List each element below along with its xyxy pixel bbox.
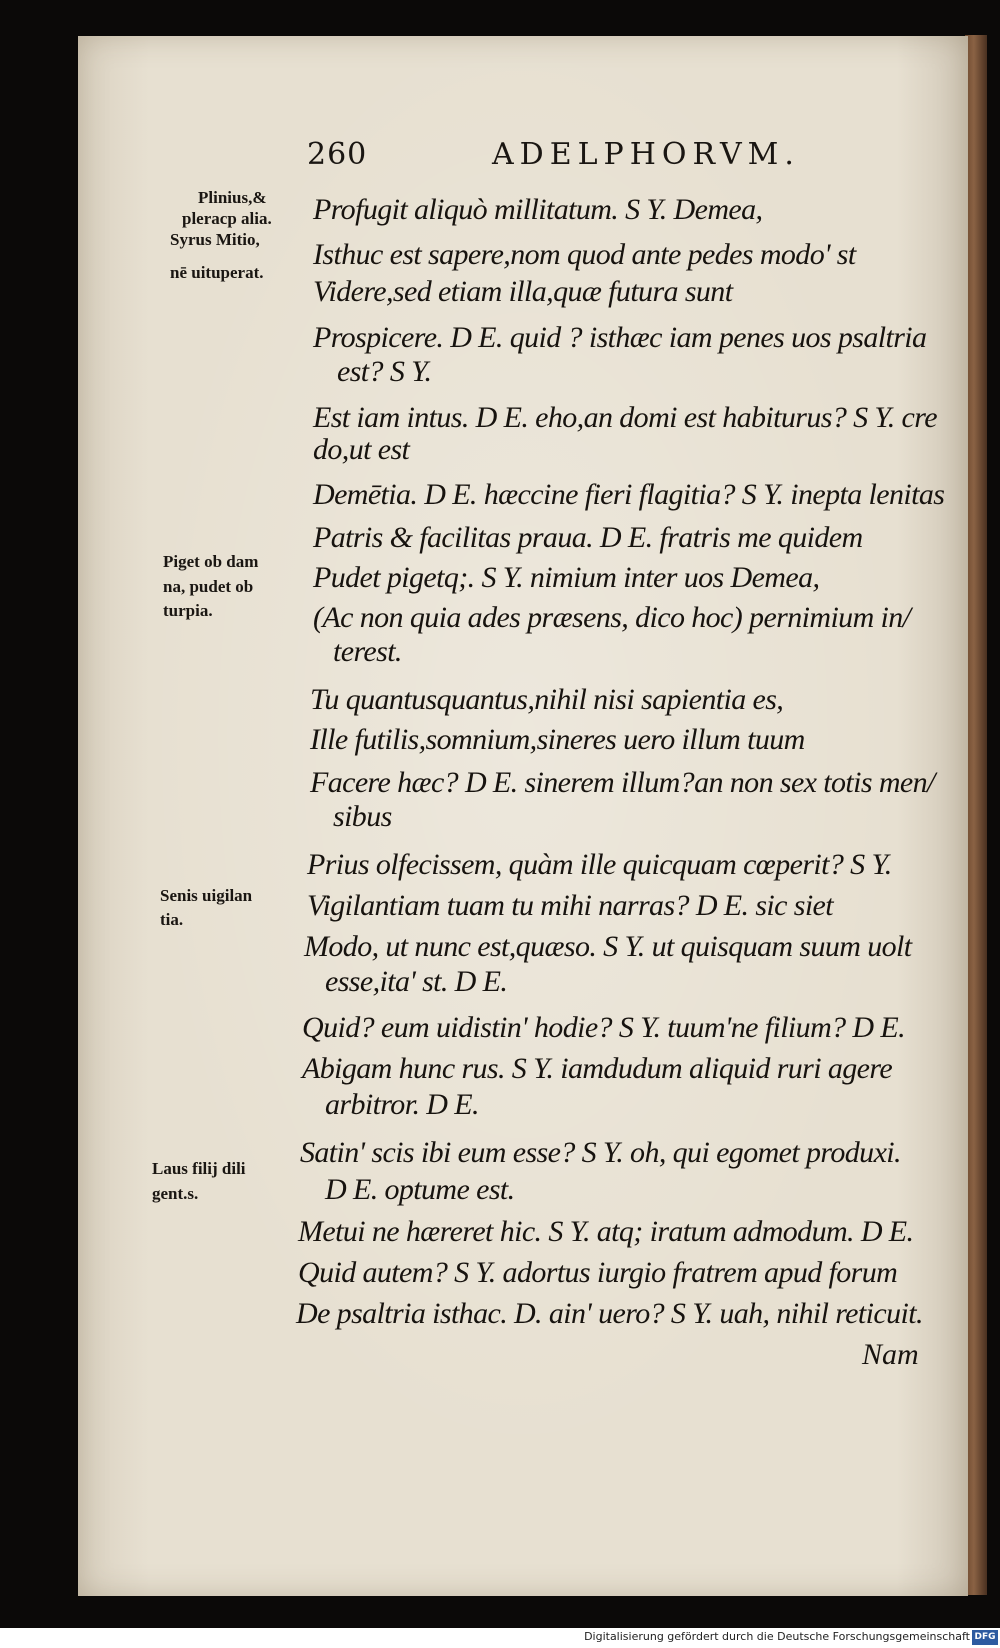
text-line: arbitror. D E. (325, 1088, 479, 1121)
margin-note: Plinius,& (198, 188, 267, 207)
text-line: Tu quantusquantus,nihil nisi sapientia es, (310, 683, 784, 716)
text-line: Videre,sed etiam illa,quæ futura sunt (313, 275, 733, 308)
running-title: ADELPHORVM. (492, 137, 800, 172)
footer-credit: Digitalisierung gefördert durch die Deutsche Forschungsgemeinschaft (584, 1630, 970, 1643)
text-line: Facere hæc? D E. sinerem illum?an non sex totis men/ (310, 766, 935, 799)
margin-note: Laus filij dili (152, 1159, 246, 1178)
catchword: Nam (862, 1338, 919, 1371)
text-line: Satin' scis ibi eum esse? S Y. oh, qui egomet produxi. (300, 1136, 901, 1169)
text-line: D E. optume est. (325, 1173, 515, 1206)
page-number: 260 (307, 137, 368, 172)
margin-note: Syrus Mitio, (170, 230, 260, 249)
text-line: est? S Y. (337, 355, 432, 388)
text-line: Est iam intus. D E. eho,an domi est habiturus? S Y. cre (313, 401, 937, 434)
margin-note: pleracp alia. (182, 209, 272, 228)
text-line: Isthuc est sapere,nom quod ante pedes modo' st (313, 238, 856, 271)
margin-note: Piget ob dam (163, 552, 259, 571)
margin-note: turpia. (163, 601, 213, 620)
text-line: terest. (333, 635, 402, 668)
text-line: Prius olfecissem, quàm ille quicquam cœperit? S Y. (307, 848, 892, 881)
text-line: Vigilantiam tuam tu mihi narras? D E. sic siet (307, 889, 834, 922)
text-line: do,ut est (313, 433, 410, 466)
text-line: (Ac non quia ades præsens, dico hoc) pernimium in/ (313, 601, 911, 634)
margin-note: tia. (160, 910, 184, 929)
text-line: Profugit aliquò millitatum. S Y. Demea, (313, 193, 763, 226)
dfg-logo: DFG (972, 1630, 998, 1645)
text-line: sibus (333, 800, 392, 833)
text-line: Abigam hunc rus. S Y. iamdudum aliquid ruri agere (302, 1052, 893, 1085)
text-line: Demētia. D E. hæccine fieri flagitia? S Y. inepta lenitas (313, 478, 945, 511)
text-line: Metui ne hæreret hic. S Y. atq; iratum admodum. D E. (298, 1215, 914, 1248)
text-line: De psaltria isthac. D. ain' uero? S Y. uah, nihil reticuit. (296, 1297, 923, 1330)
digitization-footer (0, 1628, 1000, 1648)
text-line: Modo, ut nunc est,quæso. S Y. ut quisquam suum uolt (304, 930, 912, 963)
text-line: esse,ita' st. D E. (325, 965, 508, 998)
margin-note: na, pudet ob (163, 577, 254, 596)
text-line: Ille futilis,somnium,sineres uero illum tuum (310, 723, 805, 756)
text-line: Quid? eum uidistin' hodie? S Y. tuum'ne filium? D E. (302, 1011, 906, 1044)
margin-note: Senis uigilan (160, 886, 253, 905)
text-line: Patris & facilitas praua. D E. fratris me quidem (313, 521, 863, 554)
text-line: Pudet pigetq;. S Y. nimium inter uos Demea, (313, 561, 820, 594)
text-line: Prospicere. D E. quid ? isthæc iam penes uos psaltria (313, 321, 927, 354)
page-edge (965, 35, 987, 1595)
margin-note: gent.s. (152, 1184, 199, 1203)
text-line: Quid autem? S Y. adortus iurgio fratrem apud forum (298, 1256, 898, 1289)
margin-note: nē uituperat. (170, 263, 264, 282)
